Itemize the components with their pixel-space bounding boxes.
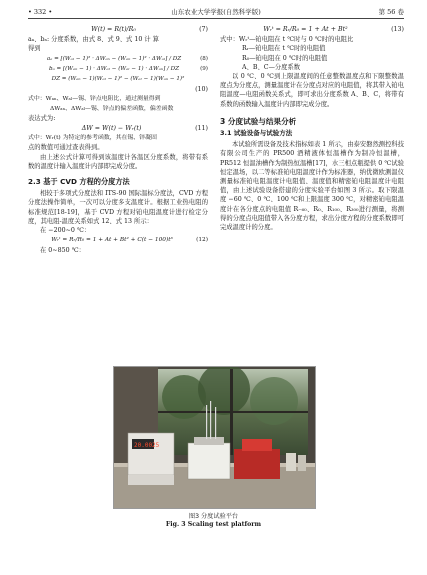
text-line: R₀—铂电阻在 0 ℃时的电阻值 <box>242 54 328 62</box>
text-line: aₐ、bₐ: 分度系数，由式 8、式 9、式 10 计 算 <box>28 36 159 44</box>
right-column <box>220 24 404 232</box>
equation-9: bₐ = [(Wₐₙ − 1) · ΔWₐₗ − (Wₐₗ − 1) · ΔWₐₙ] / DZ (9) <box>48 65 208 72</box>
text-line: 在 0~850 ℃： <box>40 247 85 255</box>
text-line: 式中：Wₐₙ、Wₐₗ—锡、锌点电阻比，通过测量得到 <box>28 96 161 103</box>
text-line: 式中：Wᵣᵗ—铂电阻在 t ℃时与 0 ℃时的电阻比 <box>220 36 354 44</box>
paragraph: 由上述公式计算可得到该温度计各温区分度系数，将带有系数的温度计输入温度计内部即完成分度。 <box>28 153 208 170</box>
equation-10: DZ = (Wₐₙ − 1)(Wₐₗ − 1)² − (Wₐₗ − 1)(Wₐₙ − 1)² <box>51 76 185 83</box>
equation-13: Wᵣᵗ = Rᵣ/R₀ = 1 + At + Bt² (13) <box>263 26 404 33</box>
equation-10-number: (10) <box>195 86 208 94</box>
text-line: ΔWₐₙ、ΔWₐₗ—锡、锌点的偏差函数，偏差函数 <box>50 105 174 112</box>
left-column <box>28 24 208 256</box>
section-heading-3-1: 3.1 试验设备与试验方法 <box>220 129 293 138</box>
photo-illustration <box>114 367 315 508</box>
figure-caption-en: Fig. 3 Scaling test platform <box>165 521 262 528</box>
text-line: 得到 <box>28 45 41 53</box>
section-heading-3: 3 分度试验与结果分析 <box>220 116 297 126</box>
equation-8: aₐ = [(Wₐₗ − 1)² · ΔWₐₙ − (Wₐₙ − 1)² · ΔWₐₗ] / DZ (8) <box>46 55 208 62</box>
running-header <box>28 6 404 19</box>
text-line: 表达式为: <box>28 114 56 122</box>
section-heading-2-3: 2.3 基于 CVD 方程的分度方法 <box>28 177 130 187</box>
paragraph: 相较于多项式分度法和 ITS-90 国际温标分度法，CVD 方程分度法操作简单，一次可以分度多支温度计。根据工业热电阻的标准规范[18-19]，基于 CVD 方程对铂电阻温度计进行检定分度，其电阻-温度关系如式 12、式 13 所示： <box>28 190 208 225</box>
text-line: 点的数值可通过查表得到。 <box>28 144 104 152</box>
text-line: 式中：Wᵣ(t) 为特定的参考函数，其在锡、锌凝固 <box>28 135 157 142</box>
text-line: A、B、C—分度系数 <box>242 63 301 71</box>
figure-caption-cn: 图3 分度试验平台 <box>188 513 239 520</box>
text-line: Rᵣ—铂电阻在 t ℃时的电阻值 <box>242 45 326 53</box>
equation-11: ΔW = W(t) − Wᵣ(t) (11) <box>81 125 208 133</box>
page-number: • 332 • <box>28 8 53 16</box>
equation-12: Wᵣᵗ = Rᵣ/R₀ = 1 + At + Bt² + C(t − 100)t³ (12) <box>51 237 208 244</box>
journal-title: 山东农业大学学报(自然科学版) <box>171 8 261 16</box>
display-readout: 20.0025 <box>134 442 160 449</box>
paragraph: 本试验所需设备及技术指标如表 1 所示，由泰安磐然测控科技有限公司生产的 PR500 酒精液体恒温槽作为制冷恒温槽，PR512 恒温油槽作为制热恒温槽[17]，水三相点瓶提供 0 ℃试验恒定温场，以二等标准铂电阻温度计作为标准器，纳优微欧测温仪测量标准铂电阻温度计电阻值、温度值和精密铂电阻温度计电阻值，由上述试验设备搭建的分度实验平台如图 3 所示。取下限温度 −60 ℃、0 ℃、100 ℃和上限温度 300 ℃，对精密铂电阻温度计在各分度点的电阻值 R₋₆₀、R₀、R₁₀₀、R₃₀₀进行测量，将测得的分度点电阻值带入各分度方程，求出分度方程的分度系数即可完成温度计的分度。 <box>220 141 404 232</box>
paragraph: 以 0 ℃、0 ℃到上限温度间的任意整数温度点和下限整数温度点为分度点，测量温度计在分度点对应的电阻值，将其带入铂电阻温度—电阻函数关系式，即可求出分度系数 A、B、C，将带有系数的函数输入温度计内部即完成分度。 <box>220 73 404 108</box>
equation-7: W(t) = R(t)/R₀ (7) <box>91 26 208 33</box>
test-platform-photo <box>113 366 316 509</box>
text-line: 在 −200~0 ℃： <box>40 227 91 235</box>
volume-label: 第 56 卷 <box>378 8 404 16</box>
